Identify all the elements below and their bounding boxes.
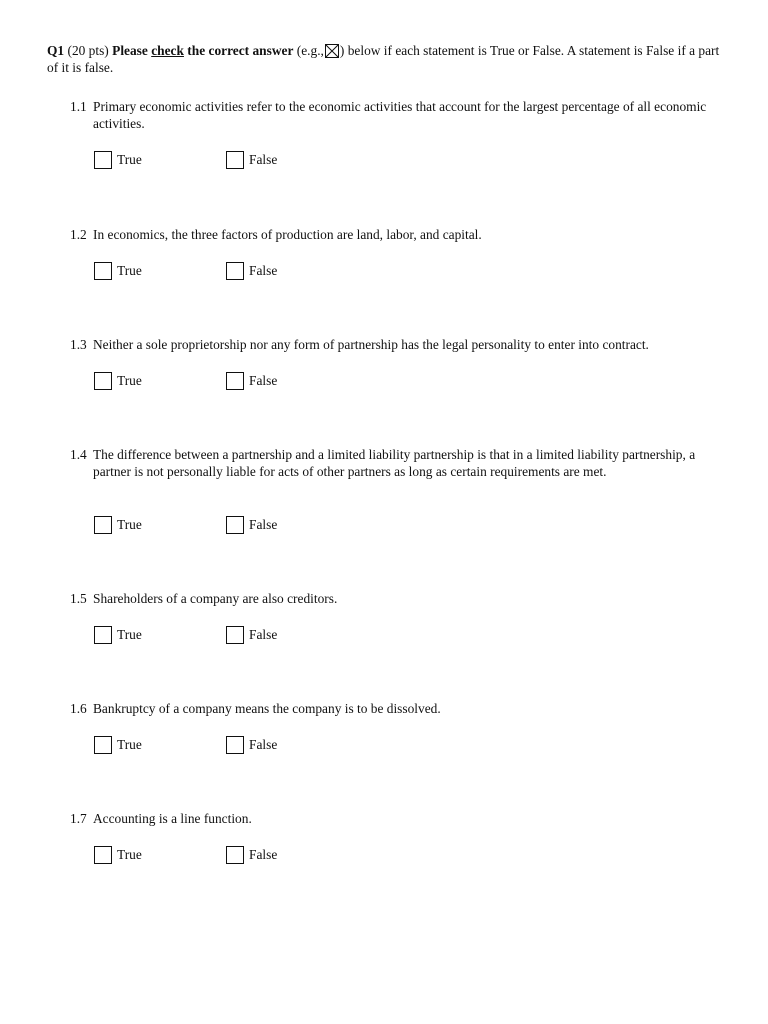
question-header <box>47 42 723 76</box>
question-number: 1.4 <box>70 447 87 462</box>
question-text: The difference between a partnership and a limited liability partnership is that in a limited liability partnership, a partner is not personally liable for acts of other partners as long as certain requirements are met. <box>93 447 696 479</box>
question-1-1 <box>70 98 722 132</box>
choice-true[interactable] <box>94 372 142 390</box>
choices-1-4 <box>94 516 394 536</box>
choice-false[interactable] <box>226 846 277 864</box>
choice-false-label: False <box>249 737 278 752</box>
choices-1-7 <box>94 846 394 866</box>
question-number: 1.6 <box>70 701 87 716</box>
checkbox-true[interactable] <box>94 626 112 644</box>
choices-1-1 <box>94 151 394 171</box>
question-number: 1.1 <box>70 99 87 114</box>
choice-true-label: True <box>117 737 142 752</box>
instruction-correct-answer: the correct answer <box>187 43 294 58</box>
choice-false[interactable] <box>226 626 277 644</box>
question-text: Neither a sole proprietorship nor any form of partnership has the legal personality to enter into contract. <box>93 337 649 352</box>
question-text: Accounting is a line function. <box>93 811 252 826</box>
example-checked-box-icon <box>325 44 339 58</box>
choice-true[interactable] <box>94 626 142 644</box>
question-text: Shareholders of a company are also creditors. <box>93 591 338 606</box>
choice-false-label: False <box>249 152 278 167</box>
choice-false[interactable] <box>226 736 277 754</box>
checkbox-true[interactable] <box>94 262 112 280</box>
instruction-please: Please <box>112 43 148 58</box>
question-number: 1.5 <box>70 591 87 606</box>
question-text: Primary economic activities refer to the economic activities that account for the largest percentage of all economic activities. <box>93 99 707 131</box>
choice-false-label: False <box>249 263 278 278</box>
checkbox-true[interactable] <box>94 516 112 534</box>
checkbox-true[interactable] <box>94 846 112 864</box>
question-number: 1.2 <box>70 227 87 242</box>
choice-true[interactable] <box>94 151 142 169</box>
choice-true-label: True <box>117 847 142 862</box>
choices-1-3 <box>94 372 394 392</box>
question-1-5 <box>70 590 722 607</box>
instruction-check: check <box>151 43 184 58</box>
choice-true-label: True <box>117 517 142 532</box>
choice-false[interactable] <box>226 151 277 169</box>
example-close: ) below if each statement is True or False. A statement is False if a part of it is false. <box>47 43 720 75</box>
checkbox-false[interactable] <box>226 736 244 754</box>
example-open: (e.g., <box>296 43 324 58</box>
question-1-4 <box>70 446 722 480</box>
question-text: In economics, the three factors of production are land, labor, and capital. <box>93 227 482 242</box>
choice-false-label: False <box>249 373 278 388</box>
checkbox-false[interactable] <box>226 151 244 169</box>
question-label: Q1 <box>47 43 65 58</box>
question-1-2 <box>70 226 722 243</box>
question-number: 1.7 <box>70 811 87 826</box>
choice-true[interactable] <box>94 516 142 534</box>
question-number: 1.3 <box>70 337 87 352</box>
choice-false[interactable] <box>226 516 277 534</box>
checkbox-true[interactable] <box>94 736 112 754</box>
question-1-3 <box>70 336 722 353</box>
choice-true-label: True <box>117 627 142 642</box>
question-1-7 <box>70 810 722 827</box>
checkbox-false[interactable] <box>226 626 244 644</box>
choices-1-6 <box>94 736 394 756</box>
question-1-6 <box>70 700 722 717</box>
choices-1-5 <box>94 626 394 646</box>
choices-1-2 <box>94 262 394 282</box>
question-text: Bankruptcy of a company means the company is to be dissolved. <box>93 701 441 716</box>
choice-false-label: False <box>249 517 278 532</box>
choice-true[interactable] <box>94 262 142 280</box>
checkbox-true[interactable] <box>94 151 112 169</box>
checkbox-true[interactable] <box>94 372 112 390</box>
choice-true[interactable] <box>94 846 142 864</box>
checkbox-false[interactable] <box>226 846 244 864</box>
choice-false-label: False <box>249 847 278 862</box>
choice-false-label: False <box>249 627 278 642</box>
points: (20 pts) <box>67 43 109 58</box>
choice-true[interactable] <box>94 736 142 754</box>
checkbox-false[interactable] <box>226 262 244 280</box>
choice-true-label: True <box>117 263 142 278</box>
choice-true-label: True <box>117 152 142 167</box>
choice-false[interactable] <box>226 372 277 390</box>
choice-true-label: True <box>117 373 142 388</box>
checkbox-false[interactable] <box>226 372 244 390</box>
choice-false[interactable] <box>226 262 277 280</box>
checkbox-false[interactable] <box>226 516 244 534</box>
